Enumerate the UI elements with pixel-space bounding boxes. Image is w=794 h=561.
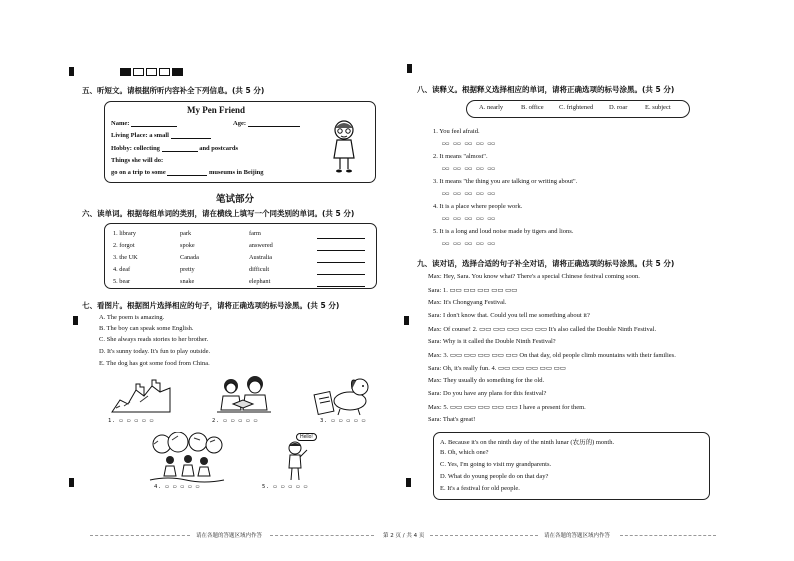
picture-2-label: 2. ▭ ▭ ▭ ▭ ▭: [212, 418, 258, 424]
choice-d: D. roar: [609, 104, 628, 111]
dialogue-line-11: Max: 5. ▭▭ ▭▭ ▭▭ ▭▭ ▭▭ I have a present for them.: [428, 404, 586, 411]
alignment-mark: [69, 67, 74, 76]
word-5c: elephant: [249, 278, 271, 285]
alignment-mark: [73, 316, 78, 325]
word-4c: difficult: [249, 266, 270, 273]
dialogue-line-3: Max: It's Chongyang Festival.: [428, 299, 507, 306]
living-blank[interactable]: [171, 132, 211, 139]
definition-4: 4. It is a place where people work.: [433, 203, 523, 210]
word-2a: 2. forgot: [113, 242, 135, 249]
pen-friend-card: [104, 101, 376, 183]
word-choices-box: [466, 100, 690, 118]
word-1b: park: [180, 230, 192, 237]
answer-blank-5[interactable]: [317, 280, 365, 287]
word-3b: Canada: [180, 254, 199, 261]
dialogue-line-2: Sara: 1. ▭▭ ▭▭ ▭▭ ▭▭ ▭▭: [428, 287, 518, 294]
dialogue-line-1: Max: Hey, Sara. You know what? There's a special Chinese festival coming soon.: [428, 273, 640, 280]
girl-illustration: [327, 118, 361, 174]
written-part-heading: 笔试部分: [216, 194, 255, 205]
trip-tail: museums in Beijing: [208, 169, 264, 176]
answer-bubbles-3[interactable]: ▭▭ ▭▭ ▭▭ ▭▭ ▭▭: [442, 191, 496, 197]
trip-blank[interactable]: [167, 169, 207, 176]
dialogue-option-c: C. Yes, I'm going to visit my grandparents.: [440, 461, 552, 468]
answer-blank-3[interactable]: [317, 256, 365, 263]
picture-1-wall: [110, 378, 172, 416]
section-9-title: 九、读对话，选择合适的句子补全对话，请将正确选项的标号涂黑。(共 5 分): [417, 259, 675, 268]
choice-a: A. nearly: [479, 104, 504, 111]
answer-blank-4[interactable]: [317, 268, 365, 275]
hobby-tail: and postcards: [199, 145, 239, 152]
hobby-blank[interactable]: [162, 145, 198, 152]
picture-2-reading: [215, 376, 273, 416]
name-blank[interactable]: [131, 120, 177, 127]
pic-option-c: C. She always reads stories to her brother.: [99, 336, 209, 343]
definition-2: 2. It means "almost".: [433, 153, 488, 160]
picture-3-dog: [310, 375, 372, 417]
word-2b: spoke: [180, 242, 195, 249]
definition-1: 1. You feel afraid.: [433, 128, 480, 135]
dialogue-option-e: E. It's a festival for old people.: [440, 485, 520, 492]
alignment-mark: [406, 478, 411, 487]
pic-option-e: E. The dog has got some food from China.: [99, 360, 210, 367]
footer-dashes: [270, 535, 374, 536]
dialogue-line-10: Sara: Do you have any plans for this festival?: [428, 390, 547, 397]
answer-bubbles-5[interactable]: ▭▭ ▭▭ ▭▭ ▭▭ ▭▭: [442, 241, 496, 247]
word-1c: farm: [249, 230, 261, 237]
choice-c: C. frightened: [559, 104, 594, 111]
age-label: Age:: [233, 120, 246, 127]
dialogue-line-6: Sara: Why is it called the Double Ninth Festival?: [428, 338, 556, 345]
choice-b: B. office: [521, 104, 544, 111]
word-5a: 5. bear: [113, 278, 131, 285]
card-title: My Pen Friend: [187, 105, 245, 115]
dialogue-line-5: Max: Of course! 2. ▭▭ ▭▭ ▭▭ ▭▭ ▭▭ It's also called the Double Ninth Festival.: [428, 326, 657, 333]
picture-3-label: 3. ▭ ▭ ▭ ▭ ▭: [320, 418, 366, 424]
picture-5-label: 5. ▭ ▭ ▭ ▭ ▭: [262, 484, 308, 490]
answer-bubbles-2[interactable]: ▭▭ ▭▭ ▭▭ ▭▭ ▭▭: [442, 166, 496, 172]
choice-e: E. subject: [645, 104, 671, 111]
answer-bubbles-4[interactable]: ▭▭ ▭▭ ▭▭ ▭▭ ▭▭: [442, 216, 496, 222]
answer-bubbles-1[interactable]: ▭▭ ▭▭ ▭▭ ▭▭ ▭▭: [442, 141, 496, 147]
hello-bubble: Hello!: [296, 433, 317, 441]
dialogue-line-4: Sara: I don't know that. Could you tell me something about it?: [428, 312, 590, 319]
dialogue-options-box: [433, 432, 710, 500]
pic-option-a: A. The poem is amazing.: [99, 314, 165, 321]
word-2c: answered: [249, 242, 273, 249]
section-7-title: 七、看图片。根据图片选择相应的句子，请将正确选项的标号涂黑。(共 5 分): [82, 301, 340, 310]
word-3c: Australia: [249, 254, 273, 261]
footer-dashes: [620, 535, 716, 536]
pic-option-b: B. The boy can speak some English.: [99, 325, 194, 332]
pic-option-d: D. It's sunny today. It's fun to play outside.: [99, 348, 211, 355]
footer-left-note: 请在各题的答题区域内作答: [196, 533, 263, 539]
living-label: Living Place: a small: [111, 132, 169, 139]
dialogue-option-a: A. Because it's on the ninth day of the ninth lunar (农历的) month.: [440, 439, 615, 446]
dialogue-option-b: B. Oh, which one?: [440, 449, 489, 456]
dialogue-line-9: Max: They usually do something for the old.: [428, 377, 545, 384]
word-3a: 3. the UK: [113, 254, 138, 261]
footer-dashes: [430, 535, 538, 536]
alignment-mark: [69, 478, 74, 487]
section-8-title: 八、读释义。根据释义选择相应的单词，请将正确选项的标号涂黑。(共 5 分): [417, 85, 675, 94]
trip-label: go on a trip to some: [111, 169, 166, 176]
picture-4-label: 4. ▭ ▭ ▭ ▭ ▭: [154, 484, 200, 490]
dialogue-option-d: D. What do young people do on that day?: [440, 473, 549, 480]
hobby-label: Hobby: collecting: [111, 145, 160, 152]
word-4a: 4. deaf: [113, 266, 131, 273]
page-number: 第 2 页 / 共 4 页: [383, 533, 425, 539]
footer-dashes: [90, 535, 190, 536]
answer-blank-1[interactable]: [317, 232, 365, 239]
age-blank[interactable]: [248, 120, 300, 127]
word-1a: 1. library: [113, 230, 137, 237]
exam-id-boxes: [120, 68, 183, 76]
alignment-mark: [404, 316, 409, 325]
word-groups-box: [104, 223, 377, 289]
picture-5-boy: [282, 440, 310, 484]
alignment-mark: [407, 64, 412, 73]
dialogue-line-12: Sara: That's great!: [428, 416, 476, 423]
picture-1-label: 1. ▭ ▭ ▭ ▭ ▭: [108, 418, 154, 424]
dialogue-line-8: Sara: Oh, it's really fun. 4. ▭▭ ▭▭ ▭▭ ▭▭ ▭▭: [428, 365, 566, 372]
footer-right-note: 请在各题的答题区域内作答: [544, 533, 611, 539]
word-5b: snake: [180, 278, 195, 285]
answer-blank-2[interactable]: [317, 244, 365, 251]
name-label: Name:: [111, 120, 130, 127]
things-label: Things she will do:: [111, 157, 164, 164]
section-6-title: 六、读单词。根据每组单词的类别，请在横线上填写一个同类别的单词。(共 5 分): [82, 209, 355, 218]
picture-4-playing: [148, 432, 226, 484]
section-5-title: 五、听短文。请根据所听内容补全下列信息。(共 5 分): [82, 86, 265, 95]
dialogue-line-7: Max: 3. ▭▭ ▭▭ ▭▭ ▭▭ ▭▭ On that day, old people climb mountains with their families.: [428, 352, 676, 359]
definition-5: 5. It is a long and loud noise made by tigers and lions.: [433, 228, 574, 235]
word-4b: pretty: [180, 266, 195, 273]
definition-3: 3. It means "the thing you are talking or writing about".: [433, 178, 578, 185]
